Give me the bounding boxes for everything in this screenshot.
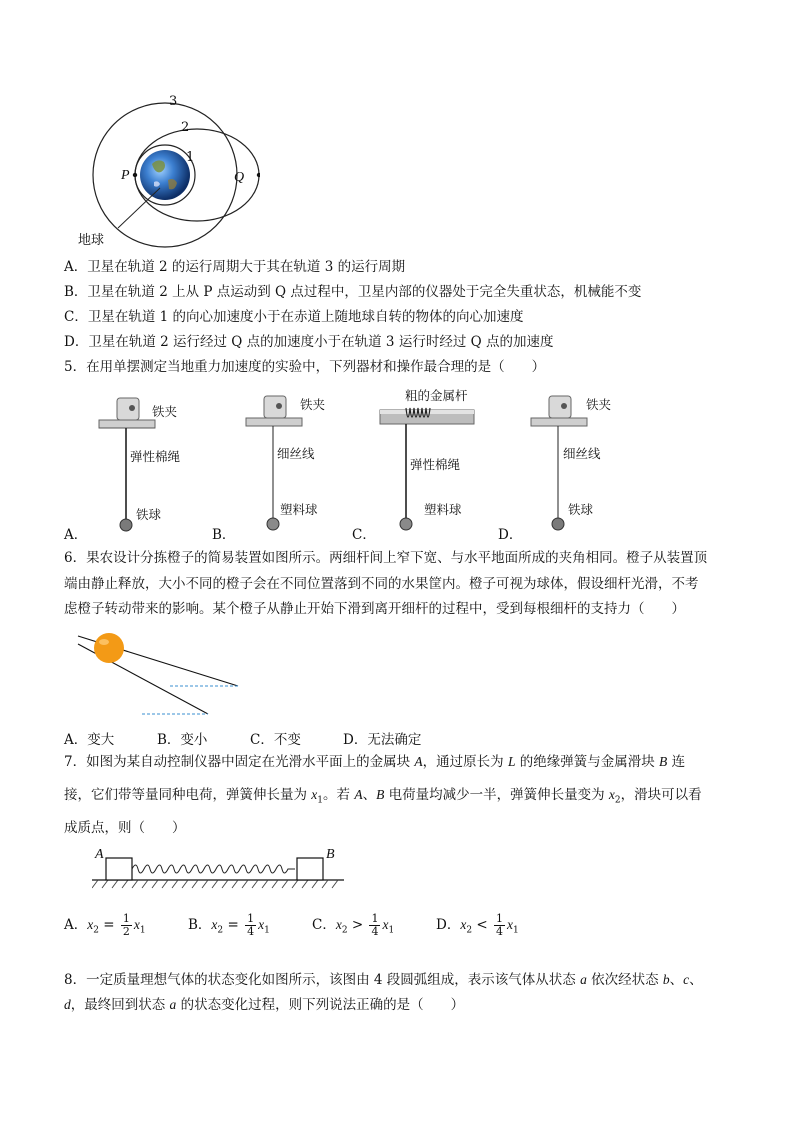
q5c-ball-label: 塑料球	[424, 502, 462, 517]
q5a-clip-label: 铁夹	[152, 404, 178, 419]
q5b-string-label: 细丝线	[277, 446, 315, 461]
q5a-string-label: 弹性棉绳	[130, 449, 181, 464]
q5d-string-label: 细丝线	[563, 446, 601, 461]
q5c-rod-label: 粗的金属杆	[405, 388, 468, 403]
orbit-figure	[70, 90, 260, 250]
spring	[132, 865, 295, 873]
q8-stem-line1: 8．一定质量理想气体的状态变化如图所示，该图由 4 段圆弧组成，表示该气体从状态 a 依次经状态 b、c、	[64, 972, 703, 988]
block-b	[297, 858, 323, 880]
q5-option-c: C．	[352, 527, 376, 543]
orbit-label-earth: 地球	[78, 233, 105, 248]
q5a-ball-label: 铁球	[136, 507, 162, 522]
q4-option-c: C．卫星在轨道 1 的向心加速度小于在赤道上随地球自转的物体的向心加速度	[64, 309, 524, 325]
q7-option-a: A．$x_2$ = $\frac{1}{2}$ $x_1$	[64, 912, 146, 938]
q6-orange-figure	[70, 628, 250, 723]
q7-fig-label-b: B	[326, 847, 335, 862]
orange	[94, 633, 124, 663]
orbit-label-3: 3	[169, 94, 178, 109]
q5-option-d: D．	[498, 527, 523, 543]
q5b-clip-label: 铁夹	[300, 397, 326, 412]
q7-option-d: D．$x_2$ < $\frac{1}{4}$ $x_1$	[436, 912, 519, 938]
point-p-dot	[133, 173, 137, 177]
q5d-clip-label: 铁夹	[586, 397, 612, 412]
q7-fig-label-a: A	[95, 847, 104, 862]
orbit-label-2: 2	[181, 120, 190, 135]
q6-option-a: A．变大	[64, 732, 115, 748]
q8-stem-line2: d，最终回到状态 a 的状态变化过程，则下列说法正确的是（ ）	[64, 997, 465, 1013]
q6-option-d: D．无法确定	[343, 732, 422, 748]
q7-stem-line2: 接，它们带等量同种电荷，弹簧伸长量为 $x_1$。若 A、B 电荷量均减少一半，弹簧伸长量变为 $x_2$，滑块可以看	[64, 787, 702, 806]
orbit-label-1: 1	[186, 150, 195, 165]
q5b-ball-label: 塑料球	[280, 502, 318, 517]
orbit-label-q: Q	[234, 170, 245, 185]
q5c-string-label: 弹性棉绳	[410, 457, 461, 472]
q6-stem-line1: 6．果农设计分拣橙子的简易装置如图所示。两细杆间上窄下宽、与水平地面所成的夹角相同。橙子从装置顶	[64, 550, 708, 566]
q7-stem-line1: 7．如图为某自动控制仪器中固定在光滑水平面上的金属块 A，通过原长为 L 的绝缘弹簧与金属滑块 B 连	[64, 754, 686, 770]
q4-option-d: D．卫星在轨道 2 运行经过 Q 点的加速度小于在轨道 3 运行时经过 Q 点的加速度	[64, 334, 554, 350]
q7-option-b: B．$x_2$ = $\frac{1}{4}$ $x_1$	[188, 912, 270, 938]
orbit-label-p: P	[121, 168, 130, 183]
q6-option-b: B．变小	[157, 732, 208, 748]
earth-globe	[140, 150, 190, 200]
block-a	[106, 858, 132, 880]
q7-option-c: C．$x_2$ > $\frac{1}{4}$ $x_1$	[312, 912, 395, 938]
q6-stem-line3: 虑橙子转动带来的影响。某个橙子从静止开始下滑到离开细杆的过程中，受到每根细杆的支持力（ ）	[64, 601, 685, 617]
q4-option-a: A．卫星在轨道 2 的运行周期大于其在轨道 3 的运行周期	[64, 259, 406, 275]
point-q-dot	[257, 173, 260, 177]
q5-option-a: A．	[64, 527, 88, 543]
q5-stem: 5．在用单摆测定当地重力加速度的实验中，下列器材和操作最合理的是（ ）	[64, 359, 546, 375]
q6-stem-line2: 端由静止释放，大小不同的橙子会在不同位置落到不同的水果筐内。橙子可视为球体，假设细杆光滑，不考	[64, 576, 699, 592]
q4-option-b: B．卫星在轨道 2 上从 P 点运动到 Q 点过程中，卫星内部的仪器处于完全失重状态，机械能不变	[64, 284, 642, 300]
q6-option-c: C．不变	[250, 732, 301, 748]
q5d-ball-label: 铁球	[568, 502, 594, 517]
q7-stem-line3: 成质点，则（ ）	[64, 820, 186, 836]
q5-option-b: B．	[212, 527, 236, 543]
q7-spring-figure	[92, 848, 347, 890]
